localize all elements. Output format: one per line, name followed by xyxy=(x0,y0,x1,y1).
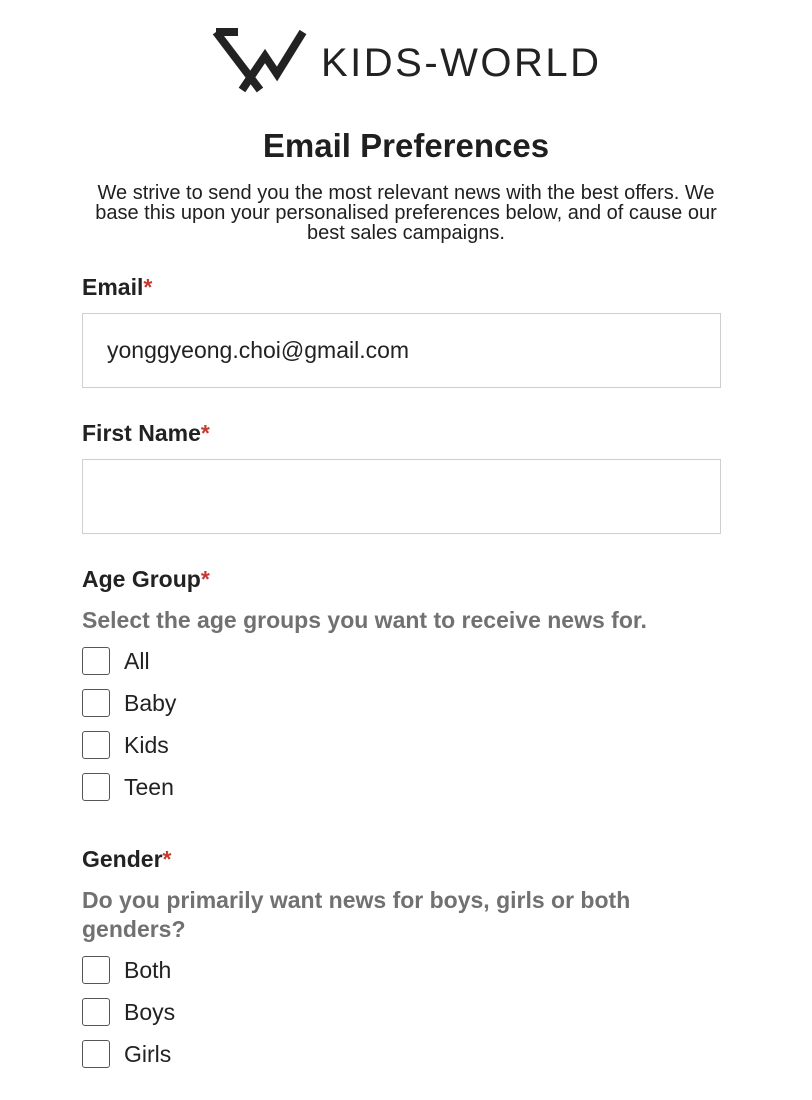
checkbox[interactable] xyxy=(82,773,110,801)
age-option-teen[interactable] xyxy=(82,772,174,802)
page-intro: We strive to send you the most relevant news with the best offers. We base this upon your personalised preferences below, and of cause our best sales campaigns. xyxy=(95,182,717,244)
brand-logo[interactable] xyxy=(213,28,602,98)
required-marker: * xyxy=(200,420,210,446)
age-option-kids[interactable] xyxy=(82,730,169,760)
first-name-input[interactable] xyxy=(82,459,721,534)
age-option-baby[interactable] xyxy=(82,688,176,718)
checkbox[interactable] xyxy=(82,647,110,675)
age-group-label-text: Age Group xyxy=(82,566,201,592)
age-group-hint: Select the age groups you want to receive news for. xyxy=(82,607,647,633)
checkbox[interactable] xyxy=(82,1040,110,1068)
option-label: Both xyxy=(124,957,172,983)
option-label: Baby xyxy=(124,690,177,716)
first-name-label xyxy=(82,419,210,447)
gender-label-text: Gender xyxy=(82,846,163,872)
option-label: Teen xyxy=(124,774,174,800)
option-label: Kids xyxy=(124,732,169,758)
email-label-text: Email xyxy=(82,274,144,300)
required-marker: * xyxy=(143,274,153,300)
checkbox[interactable] xyxy=(82,689,110,717)
page-title: Email Preferences xyxy=(262,127,550,164)
gender-label xyxy=(82,845,171,873)
gender-option-girls[interactable] xyxy=(82,1039,171,1069)
kids-world-logo-icon xyxy=(213,28,307,98)
email-input[interactable] xyxy=(82,313,721,388)
first-name-label-text: First Name xyxy=(82,420,201,446)
checkbox[interactable] xyxy=(82,998,110,1026)
age-group-label xyxy=(82,565,210,593)
gender-option-boys[interactable] xyxy=(82,997,175,1027)
brand-name: KIDS-WORLD xyxy=(321,41,602,85)
gender-hint: Do you primarily want news for boys, girls or both genders? xyxy=(82,887,631,942)
required-marker: * xyxy=(162,846,172,872)
gender-option-both[interactable] xyxy=(82,955,171,985)
option-label: All xyxy=(124,648,150,674)
email-label xyxy=(82,273,152,301)
option-label: Boys xyxy=(124,999,176,1025)
required-marker: * xyxy=(200,566,210,592)
age-option-all[interactable] xyxy=(82,646,150,676)
checkbox[interactable] xyxy=(82,956,110,984)
option-label: Girls xyxy=(124,1041,172,1067)
checkbox[interactable] xyxy=(82,731,110,759)
